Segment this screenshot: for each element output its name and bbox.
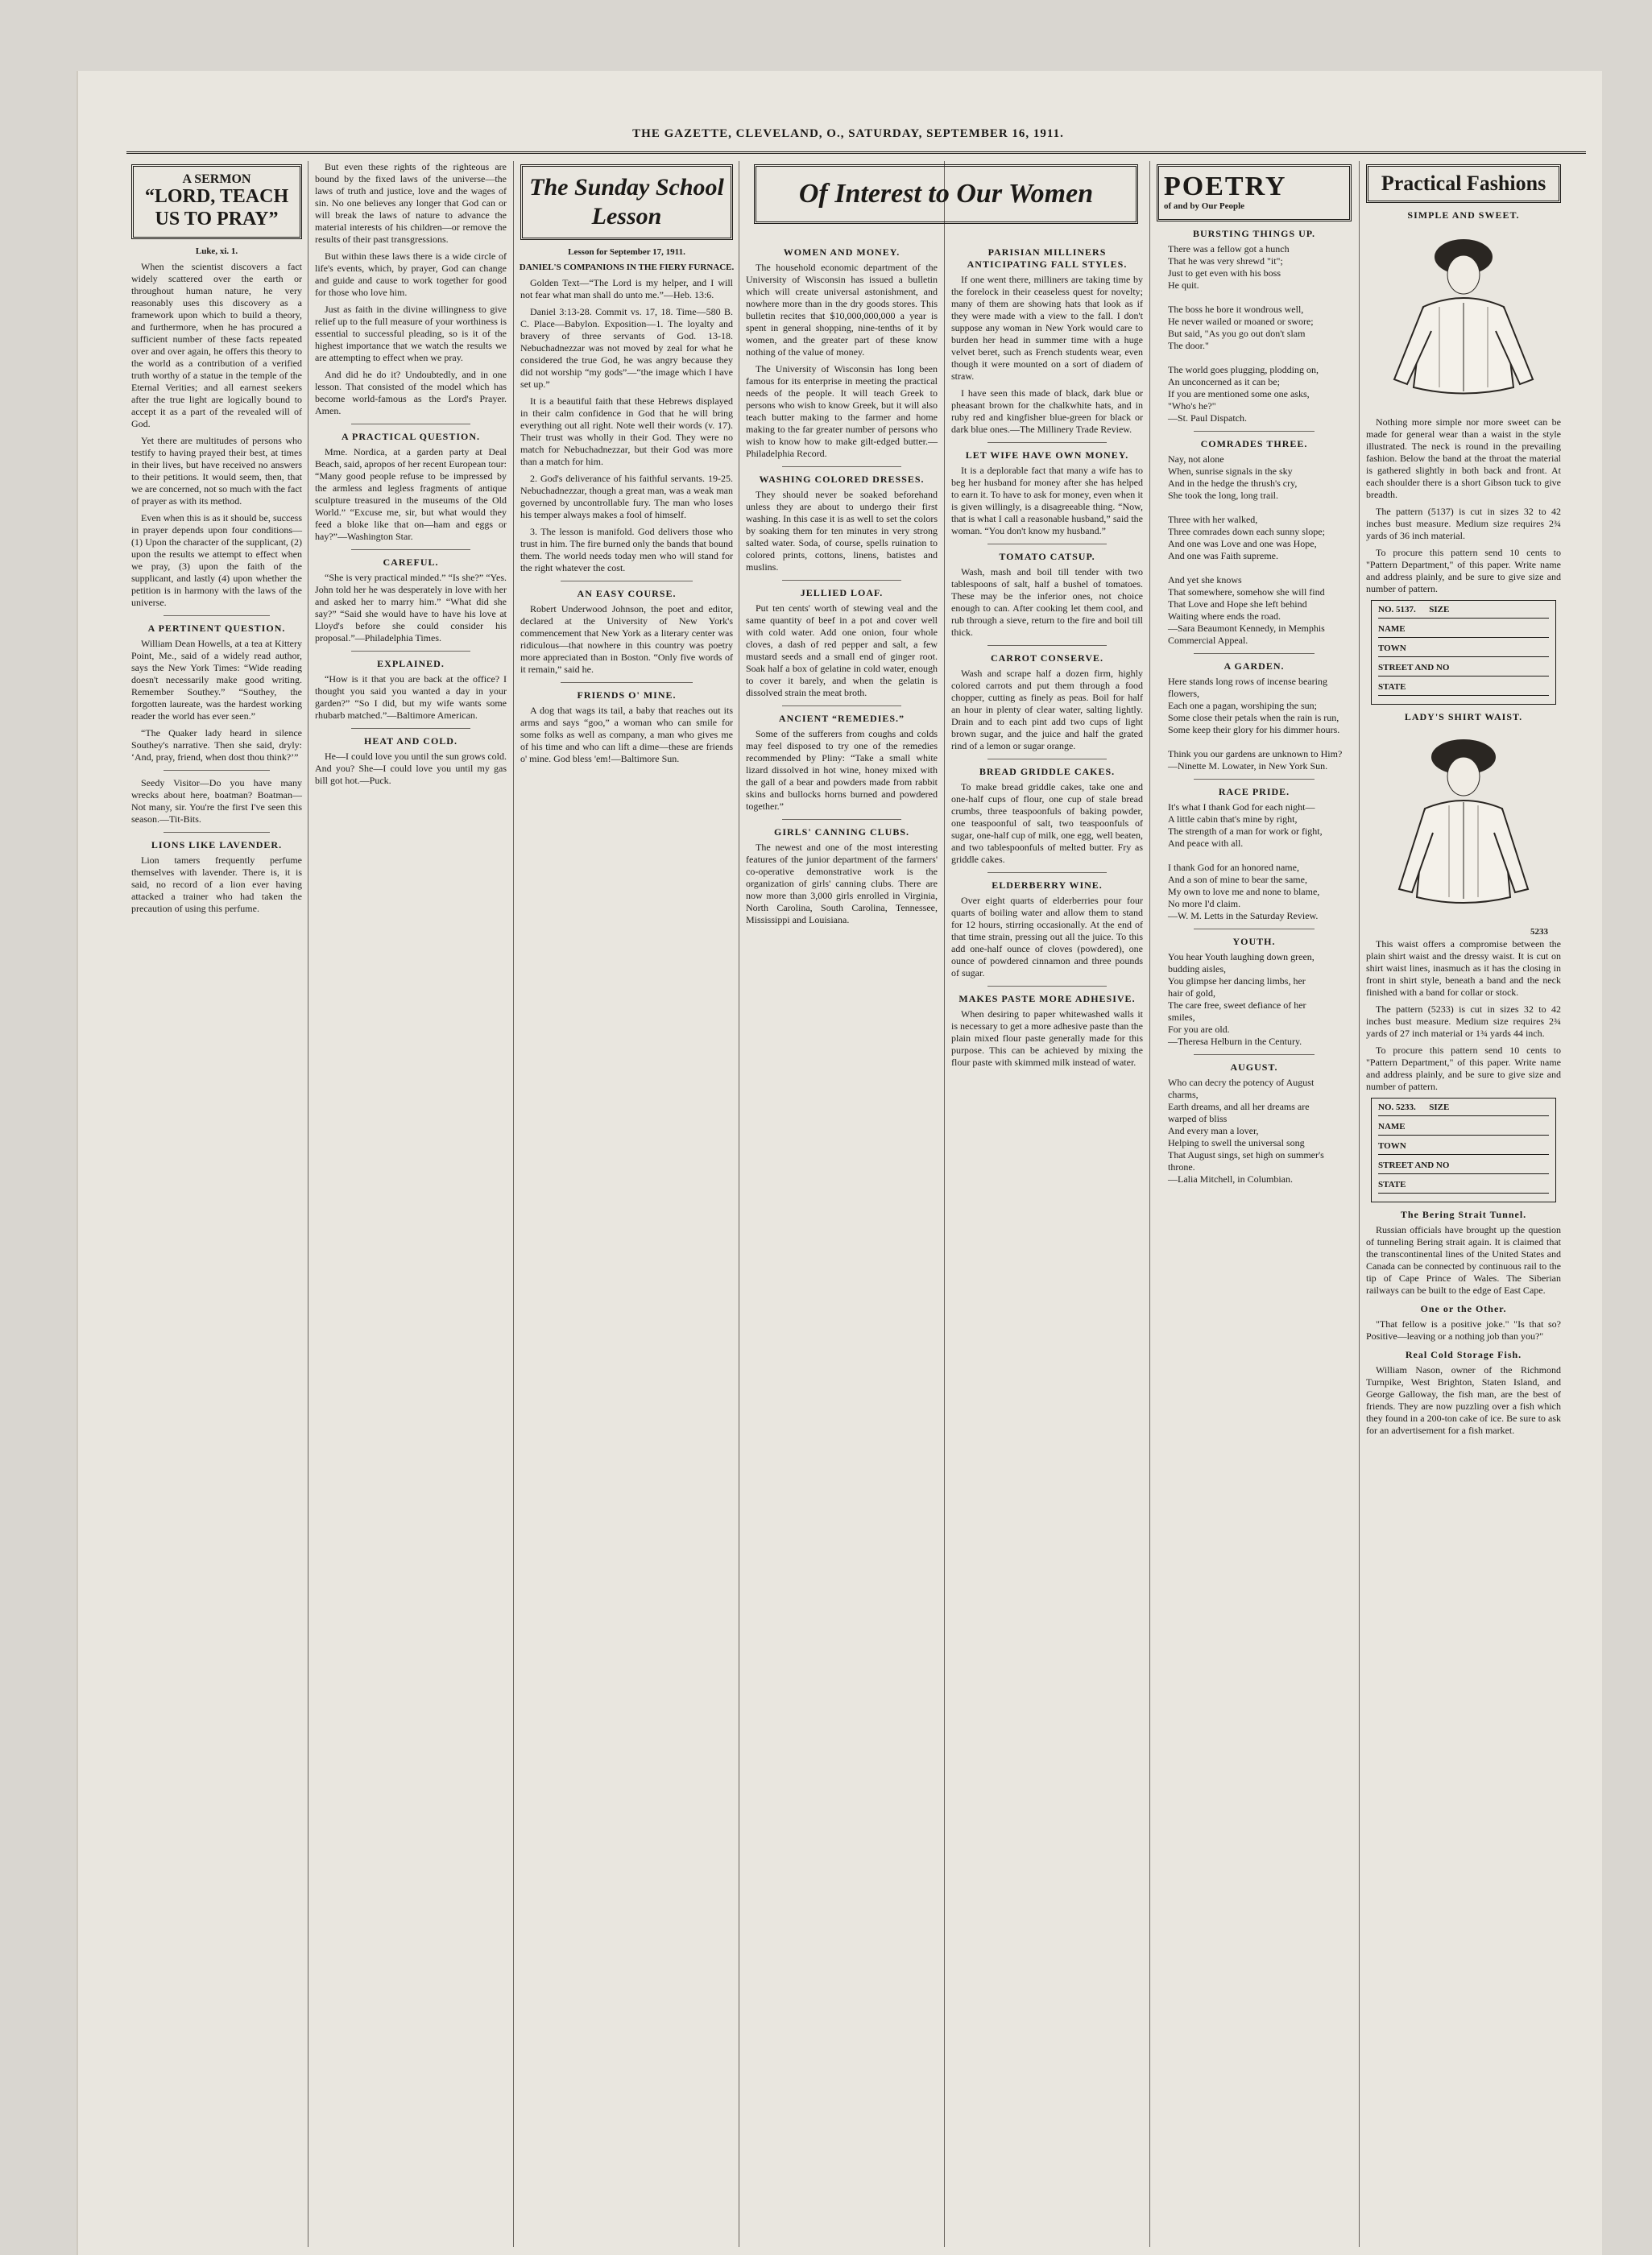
poem-text: Nay, not alone When, sunrise signals in the sky And in the hedge the thrush's cry, She took the long, long trail. Three with her walked, Three comrades down each sunny slope; And one was Love and one was Hope, And one was Faith supreme. And yet she knows That somewhere, somehow she will find That Love and Hope she left behind Waiting where ends the road. —Sara Beaumont Kennedy, in Memphis Commercial Appeal. (1168, 453, 1325, 646)
poem-text: Who can decry the potency of August charms, Earth dreams, and all her dreams are warped of bliss And every man a lover, Helping to swell the universal song That August sings, set high on summer's throne. —Lalia Mitchell, in Columbian. (1168, 1077, 1324, 1185)
article-text: Some of the sufferers from coughs and colds may feel disposed to try one of the remedies recommended by Pliny: “Take a small white lizard dissolved in hot wine, honey mixed with the gall of a bear and powders made from rabbit skins and bullocks horns burned and powdered together.” (746, 728, 938, 812)
article-text: He—I could love you until the sun grows cold. And you? She—I could love you until my gas bill got hot.—Puck. (315, 751, 507, 786)
article-title: One or the Other. (1420, 1303, 1507, 1314)
lesson-date: Lesson for September 17, 1911. (568, 247, 685, 257)
article-text: Over eight quarts of elderberries pour four quarts of boiling water and allow them to stand for 12 hours, stirring occasionally. At the end of that time strain, pressing out all the juice. To this add one-half ounce of cloves (powdered), one ounce of powdered cinnamon and three pounds of sugar. (951, 895, 1143, 979)
article-title: GIRLS' CANNING CLUBS. (773, 826, 910, 838)
article-title: ANCIENT “REMEDIES.” (778, 713, 905, 724)
divider (1194, 653, 1315, 654)
article-text: If one went there, milliners are taking time by the forelock in their ceaseless quest for novelty; many of them are showing hats that look as if they were made with a view to the fall. I don't suppose any woman in New York would care to burden her head in summer time with a huge velvet beret, such as French students wear, even though it were mounted on a sort of diadem of straw. (951, 274, 1143, 382)
sermon-paragraph: And did he do it? Undoubtedly, and in one lesson. That consisted of the model which has become world-famous as the Lord's Prayer. Amen. (315, 369, 507, 416)
fashion-order: To procure this pattern send 10 cents to "Pattern Department," of this paper. Write name and address plainly, and be sure to give size and number of pattern. (1366, 547, 1561, 594)
article-title: TOMATO CATSUP. (999, 551, 1095, 562)
divider (164, 615, 270, 616)
article-text: The University of Wisconsin has long been famous for its enterprise in meeting the practical needs of the people. It will teach Greek to persons who wish to know Greek, but it will also teach butter making to the farmer and home making to the far greater number of persons who wish to know how to make gilt-edged butter.—Philadelphia Record. (746, 363, 938, 459)
article-text: The household economic department of the University of Wisconsin has issued a bulletin which will create universal astonishment, and nowhere more than in the dry goods stores. This bulletin recites that $10,000,000,000 a year is spent in general shopping, nine-tenths of it by women, and the greater part of these know nothing of the value of money. (746, 262, 938, 358)
column-sermon-continued (312, 161, 510, 2250)
sermon-verse: Luke, xi. 1. (195, 246, 238, 256)
sermon-paragraph: Just as faith in the divine willingness to give relief up to the full measure of your worthiness is essential to successful pleading, so is it of the highest importance that we watch the results we are attempting to effect when we pray. (315, 304, 507, 363)
column-rule (1149, 161, 1150, 2247)
article-title: FRIENDS O' MINE. (577, 689, 677, 701)
article-text: Seedy Visitor—Do you have many wrecks about here, boatman? Boatman—Not many, sir. You're the first I've seen this season.—Tit-Bits. (131, 777, 302, 825)
poetry-subtitle: of and by Our People (1164, 201, 1245, 211)
article-title: A PERTINENT QUESTION. (147, 623, 286, 634)
divider (782, 466, 901, 467)
lesson-subject: DANIEL'S COMPANIONS IN THE FIERY FURNACE. (519, 263, 735, 272)
article-title: HEAT AND COLD. (364, 735, 458, 747)
article-text: Lion tamers frequently perfume themselves with lavender. There is, it is said, no record of a lion ever having attacked a trainer who had taken the precaution of using this perfume. (131, 854, 302, 914)
column-milliners (948, 240, 1146, 2250)
sermon-title: “LORD, TEACH US TO PRAY” (144, 186, 289, 230)
article-text: Russian officials have brought up the question of tunneling Bering strait again. It is claimed that the transcontinental lines of the United States and Canada can be connected by continuous rail to the tip of Cape Prince of Wales. The Siberian railways can be built to the edge of East Cape. (1366, 1224, 1561, 1296)
article-title: CAREFUL. (383, 557, 439, 568)
article-title: JELLIED LOAF. (800, 587, 884, 598)
article-text: "That fellow is a positive joke." "Is that so? Positive—leaving or a nothing job than you?" (1366, 1318, 1561, 1342)
pattern-number: NO. 5233. (1378, 1103, 1416, 1112)
sermon-header (131, 164, 302, 239)
divider (782, 705, 901, 706)
form-label-name: NAME (1378, 623, 1549, 638)
pattern-id: 5233 (1530, 927, 1548, 937)
pattern-order-form-5137[interactable] (1371, 600, 1556, 705)
divider (987, 872, 1107, 873)
divider (351, 651, 470, 652)
article-text: When desiring to paper whitewashed walls it is necessary to get a more adhesive paste than the plain mixed flour paste generally made for this purpose. This can be achieved by mixing the flour paste with skimmed milk instead of water. (951, 1008, 1143, 1068)
poem-text: Here stands long rows of incense bearing flowers, Each one a pagan, worshiping the sun; Some close their petals when the rain is run, Some keep their glory for his dimmer hours. Think you our gardens are unknown to Him? —Ninette M. Lowater, in New York Sun. (1168, 676, 1343, 772)
article-text: A dog that wags its tail, a baby that reaches out its arms and says “goo,” a woman who can smile for some folks as well as company, a man who gives me of his time and who can lift a dime—these are friends o' mine. God bless 'em!—Baltimore Sun. (520, 705, 733, 764)
fashion-title: SIMPLE AND SWEET. (1407, 209, 1520, 221)
fashion-text: This waist offers a compromise between the plain shirt waist and the dressy waist. It is cut on shirt waist lines, inasmuch as it has the closing in front in shirt style, beneath a band and the neck finished with a band for collar or stock. (1366, 938, 1561, 998)
sermon-paragraph: But within these laws there is a wide circle of life's events, which, by prayer, God can change and guide and cause to work together for good for those who love him. (315, 250, 507, 298)
divider (1194, 1054, 1315, 1055)
form-label-street: STREET AND NO (1378, 662, 1549, 676)
article-title: A PRACTICAL QUESTION. (341, 431, 481, 442)
article-title: The Bering Strait Tunnel. (1400, 1209, 1527, 1220)
divider (351, 549, 470, 550)
divider (1194, 779, 1315, 780)
column-sermon (128, 161, 305, 2250)
poem-title: RACE PRIDE. (1218, 786, 1290, 797)
article-text: “She is very practical minded.” “Is she?” “Yes. John told her he was desperately in love with her and asked her to marry him.” “What did she say?” “Said she would have to have his love at Lloyd's before she could consider his proposal.”—Philadelphia Times. (315, 572, 507, 643)
golden-text: Golden Text—“The Lord is my helper, and I will not fear what man shall do unto me.”—Heb. 13:6. (520, 277, 733, 300)
divider (351, 728, 470, 729)
article-title: BREAD GRIDDLE CAKES. (979, 766, 1116, 777)
form-label-street: STREET AND NO (1378, 1160, 1549, 1174)
divider (987, 645, 1107, 646)
article-text: Put ten cents' worth of stewing veal and the same quantity of beef in a pot and cover well with cold water. Add one onion, four whole cloves, a dash of red pepper and salt, a few mustard seeds and a small end of ginger root. Soak half a box of gelatine in cold water, enough to cover it barely, and when the gelatin is dissolved strain the meat broth. (746, 602, 938, 698)
article-text: Mme. Nordica, at a garden party at Deal Beach, said, apropos of her recent European tour: “Many good people refuse to be impressed by the armless and legless fragments of antique sculpture treasured in the museums of the Old World.” “Excuse me, sir, but what would they feed a bloke like that on—ham and eggs or hay?”—Washington Star. (315, 446, 507, 542)
poem-text: There was a fellow got a hunch That he was very shrewd "it"; Just to get even with his boss He quit. The boss he bore it wondrous well, He never wailed or moaned or swore; But said, "As you go out don't slam The door." The world goes plugging, plodding on, An unconcerned as it can be; If you are mentioned some one asks, "Who's he?" —St. Paul Dispatch. (1168, 243, 1319, 424)
poetry-header (1157, 164, 1352, 221)
column-fashions (1363, 161, 1564, 2250)
article-text: It is a deplorable fact that many a wife has to beg her husband for money after she has helped to earn it. To have to ask for money, even when it is given willingly, is a disagreeable thing. “Now, that is what I call a reasonable husband,” said the woman. “You don't know my husband.” (951, 465, 1143, 536)
waist-illustration-5137 (1375, 226, 1552, 412)
article-text: Wash, mash and boil till tender with two tablespoons of salt, half a bushel of tomatoes. These may be the inferior ones, not choice enough to can. After cooking let them cool, and rub through a sieve, return to the fire and boil till thick. (951, 566, 1143, 638)
masthead-rule (126, 151, 1586, 154)
article-title: Real Cold Storage Fish. (1405, 1349, 1522, 1360)
women-section-header (751, 161, 1141, 230)
form-number-size (1378, 1102, 1549, 1116)
article-title: ELDERBERRY WINE. (992, 879, 1103, 891)
divider (782, 819, 901, 820)
column-rule (1359, 161, 1360, 2247)
article-title: AN EASY COURSE. (577, 588, 677, 599)
fashions-header (1366, 164, 1561, 203)
divider (1194, 431, 1315, 432)
poetry-title: POETRY (1164, 172, 1287, 201)
article-title: WASHING COLORED DRESSES. (759, 474, 925, 485)
divider (164, 770, 270, 771)
pattern-order-form-5233[interactable] (1371, 1098, 1556, 1202)
article-text: Robert Underwood Johnson, the poet and editor, declared at the University of New York's commencement that New York as a literary center was ridiculous—that nowhere in this country was poetry more appreciated than in Boston. “Only five words of it remain,” said he. (520, 603, 733, 675)
article-title: MAKES PASTE MORE ADHESIVE. (958, 993, 1136, 1004)
article-title: EXPLAINED. (377, 658, 445, 669)
form-label-state: STATE (1378, 681, 1549, 696)
lesson-paragraph: 2. God's deliverance of his faithful servants. 19-25. Nebuchadnezzar, though a great man, was a weak man governed by uncontrollable fury. The man who loses his temper always makes a fool of himself. (520, 473, 733, 520)
article-text: They should never be soaked beforehand unless they are about to undergo their first washing. In this case it is as well to set the colors by soaking them for ten minutes in very strong salted water. Soda, of course, spells ruination to colored prints, cottons, linens, batistes and muslins. (746, 489, 938, 573)
article-text: To make bread griddle cakes, take one and one-half cups of flour, one cup of stale bread crumbs, three teaspoonfuls of baking powder, one teaspoonful of salt, two teaspoonfuls of sugar, one-half cup of milk, one egg, well beaten, and two tablespoonfuls of melted butter. Fry as griddle cakes. (951, 781, 1143, 865)
poem-title: AUGUST. (1230, 1061, 1278, 1073)
form-label-town: TOWN (1378, 1140, 1549, 1155)
lesson-paragraph: 3. The lesson is manifold. God delivers those who trust in him. The fire burned only the bands that bound them. The world needs today men who will stand for the right whatever the cost. (520, 526, 733, 573)
article-title: CARROT CONSERVE. (990, 652, 1104, 664)
poem-title: COMRADES THREE. (1200, 438, 1308, 449)
shirt-waist-illustration-5233 (1375, 728, 1552, 921)
article-title: WOMEN AND MONEY. (783, 246, 901, 258)
form-label-size: SIZE (1429, 605, 1450, 614)
form-label-size: SIZE (1429, 1103, 1450, 1112)
column-poetry (1153, 161, 1355, 2250)
article-text: Wash and scrape half a dozen firm, highly colored carrots and put them through a food chopper, cutting as finely as peas. Boil for half an hour in plenty of clear water, salting lightly. Drain and to each pint add two cups of light brown sugar, and the juice and half the grated rind of a lemon or sugar orange. (951, 668, 1143, 751)
article-title: PARISIAN MILLINERS ANTICIPATING FALL STYLES. (967, 246, 1128, 270)
fashion-text: Nothing more simple nor more sweet can be made for general wear than a waist in the style illustrated. The neck is round in the prevailing fashion. Below the band at the throat the material is gathered slightly in both back and front. At each shoulder there is a short Gibson tuck to give breadth. (1366, 416, 1561, 500)
column-rule (513, 161, 514, 2247)
fashions-title: Practical Fashions (1381, 172, 1546, 195)
lesson-paragraph: It is a beautiful faith that these Hebrews displayed in their calm confidence in God that he will bring everything out all right. Note well their words (v. 17). Their trust was wholly in their God. They were no match for Nebuchadnezzar, but their God was more than a match for him. (520, 395, 733, 467)
article-title: LIONS LIKE LAVENDER. (151, 839, 283, 850)
article-text: William Dean Howells, at a tea at Kittery Point, Me., said of a widely read author, says the New York Times: “Wide reading doesn't necessarily make good writing. Remember Southey.” “Southey, the forgotten laureate, was the hardest working reader the world has ever seen.” (131, 638, 302, 722)
sermon-kicker: A SERMON (182, 172, 251, 186)
article-text: “The Quaker lady heard in silence Southey's narrative. Then she said, dryly: ‘And, pray, friend, when dost thou think?’” (131, 727, 302, 763)
sermon-paragraph: Even when this is as it should be, success in prayer depends upon four conditions—(1) Upon the character of the supplicant, (2) upon the results we attempt to effect when we pray, (3) upon the faith of the supplicant, and lastly (4) upon whether the petition is in harmony with the laws of the universe. (131, 512, 302, 608)
column-women (743, 240, 941, 2250)
fashion-title: LADY'S SHIRT WAIST. (1404, 711, 1523, 722)
poem-title: A GARDEN. (1223, 660, 1285, 672)
pattern-number: NO. 5137. (1378, 605, 1416, 614)
divider (987, 442, 1107, 443)
sunday-school-header (520, 164, 733, 240)
sermon-paragraph: Yet there are multitudes of persons who testify to having prayed their best, at times in their lives, but have received no answers to their petitions. It would seem, then, that we are concerned, not so much with the fact of prayer as with its method. (131, 435, 302, 507)
article-text: I have seen this made of black, dark blue or pheasant brown for the chalkwhite hats, and in ruby red and kingfisher blue-green for black or dark blue ones.—The Millinery Trade Review. (951, 387, 1143, 435)
fashion-pattern: The pattern (5137) is cut in sizes 32 to 42 inches bust measure. Medium size requires 2¾ yards of 36 inch material. (1366, 506, 1561, 541)
newspaper-page (77, 71, 1602, 2255)
poem-title: BURSTING THINGS UP. (1192, 228, 1316, 239)
sunday-school-title: The Sunday School Lesson (529, 174, 724, 230)
poem-title: YOUTH. (1232, 936, 1276, 947)
form-number-size (1378, 604, 1549, 619)
divider (987, 986, 1107, 987)
sermon-paragraph: When the scientist discovers a fact widely scattered over the earth or throughout human nature, he very reasonably uses this discovery as a framework upon which to build a theory, and furthermore, when he has procured a sufficient number of these facts repeated over and over again, he offers this theory to the world as a contribution of a verified truth worthy of a statue in the temple of the Eternal Verities; and all earnest seekers after the true light are logically bound to accept it as a part of the revealed will of God. (131, 261, 302, 429)
form-label-town: TOWN (1378, 643, 1549, 657)
masthead: THE GAZETTE, CLEVELAND, O., SATURDAY, SEPTEMBER 16, 1911. (632, 127, 1064, 140)
poem-text: You hear Youth laughing down green, budding aisles, You glimpse her dancing limbs, her hair of gold, The care free, sweet defiance of her smiles, For you are old. —Theresa Helburn in the Century. (1168, 951, 1315, 1047)
column-rule (944, 161, 945, 2247)
fashion-pattern: The pattern (5233) is cut in sizes 32 to 42 inches bust measure. Medium size requires 2¾ yards of 27 inch material or 1¾ yards 44 inch. (1366, 1003, 1561, 1039)
divider (561, 682, 692, 683)
form-label-state: STATE (1378, 1179, 1549, 1194)
lesson-paragraph: Daniel 3:13-28. Commit vs. 17, 18. Time—580 B. C. Place—Babylon. Exposition—1. The loyalty and bravery of three servants of God. 13-18. Nebuchadnezzar was not moved by zeal for what he considered the true God, he was angry because they did not worship “my gods”—“the image which I have set up.” (520, 306, 733, 390)
article-text: William Nason, owner of the Richmond Turnpike, West Brighton, Staten Island, and George Galloway, the fish man, are the best of friends. They are now puzzling over a fish which they found in a 200-ton cake of ice. Be sure to ask for an advertisement for a fish market. (1366, 1364, 1561, 1436)
article-text: “How is it that you are back at the office? I thought you said you wanted a day in your garden?” “So I did, but my wife wants some rhubarb matched.”—Baltimore American. (315, 673, 507, 721)
divider (164, 832, 270, 833)
article-title: LET WIFE HAVE OWN MONEY. (965, 449, 1129, 461)
women-section-title: Of Interest to Our Women (798, 179, 1094, 209)
column-sunday-school (517, 161, 736, 2250)
divider (782, 580, 901, 581)
poem-text: It's what I thank God for each night— A little cabin that's mine by right, The strength of a man for work or fight, And peace with all. I thank God for an honored name, And a son of mine to bear the same, My own to love me and none to blame, No more I'd claim. —W. M. Letts in the Saturday Review. (1168, 801, 1323, 921)
sermon-paragraph: But even these rights of the righteous are bound by the fixed laws of the universe—the laws of truth and justice, love and the wages of sin. No one believes any longer that God can or will break the laws of nature to advance the material interests of his children—or remove the results of their past transgressions. (315, 161, 507, 245)
form-label-name: NAME (1378, 1121, 1549, 1136)
fashion-order: To procure this pattern send 10 cents to "Pattern Department," of this paper. Write name and address plainly, and be sure to give size and number of pattern. (1366, 1045, 1561, 1092)
article-text: The newest and one of the most interesting features of the junior department of the farmers' co-operative demonstrative work is the organization of girls' canning clubs. There are now more than 3,000 girls enrolled in Virginia, North Carolina, South Carolina, Tennessee, Mississippi and Louisiana. (746, 842, 938, 925)
